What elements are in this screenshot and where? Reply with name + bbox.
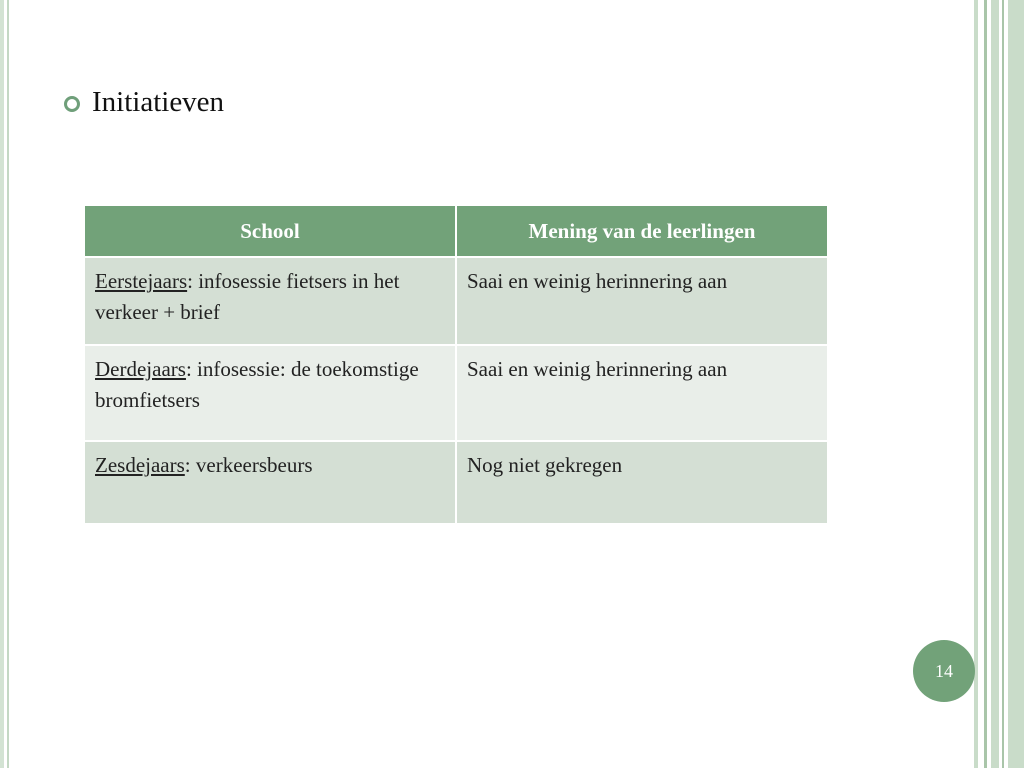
header-opinion: Mening van de leerlingen — [456, 206, 827, 257]
slide-heading: Initiatieven — [92, 86, 225, 118]
cell-school — [85, 257, 456, 345]
initiatives-table — [85, 206, 827, 523]
left-border-stripe — [0, 0, 4, 768]
group-detail: : verkeersbeurs — [184, 453, 313, 477]
group-label: Zesdejaars — [95, 453, 185, 477]
table-row — [85, 441, 827, 523]
cell-opinion: Nog niet gekregen — [456, 441, 827, 523]
bullet-ring-icon — [64, 96, 80, 112]
cell-school — [85, 441, 456, 523]
group-label: Derdejaars — [95, 357, 186, 381]
table-row — [85, 345, 827, 441]
cell-school — [85, 345, 456, 441]
table-header-row — [85, 206, 827, 257]
group-label: Eerstejaars — [95, 269, 188, 293]
table-row — [85, 257, 827, 345]
cell-opinion: Saai en weinig herinnering aan — [456, 257, 827, 345]
right-border-stripes — [974, 0, 1024, 768]
cell-opinion: Saai en weinig herinnering aan — [456, 345, 827, 441]
group-detail: : infosessie fietsers in het verkeer + brief — [95, 269, 400, 324]
left-border-line — [7, 0, 9, 768]
group-detail: : infosessie: de toekomstige bromfietsers — [95, 357, 419, 412]
header-school: School — [85, 206, 456, 257]
page-number-badge: 14 — [913, 640, 975, 702]
